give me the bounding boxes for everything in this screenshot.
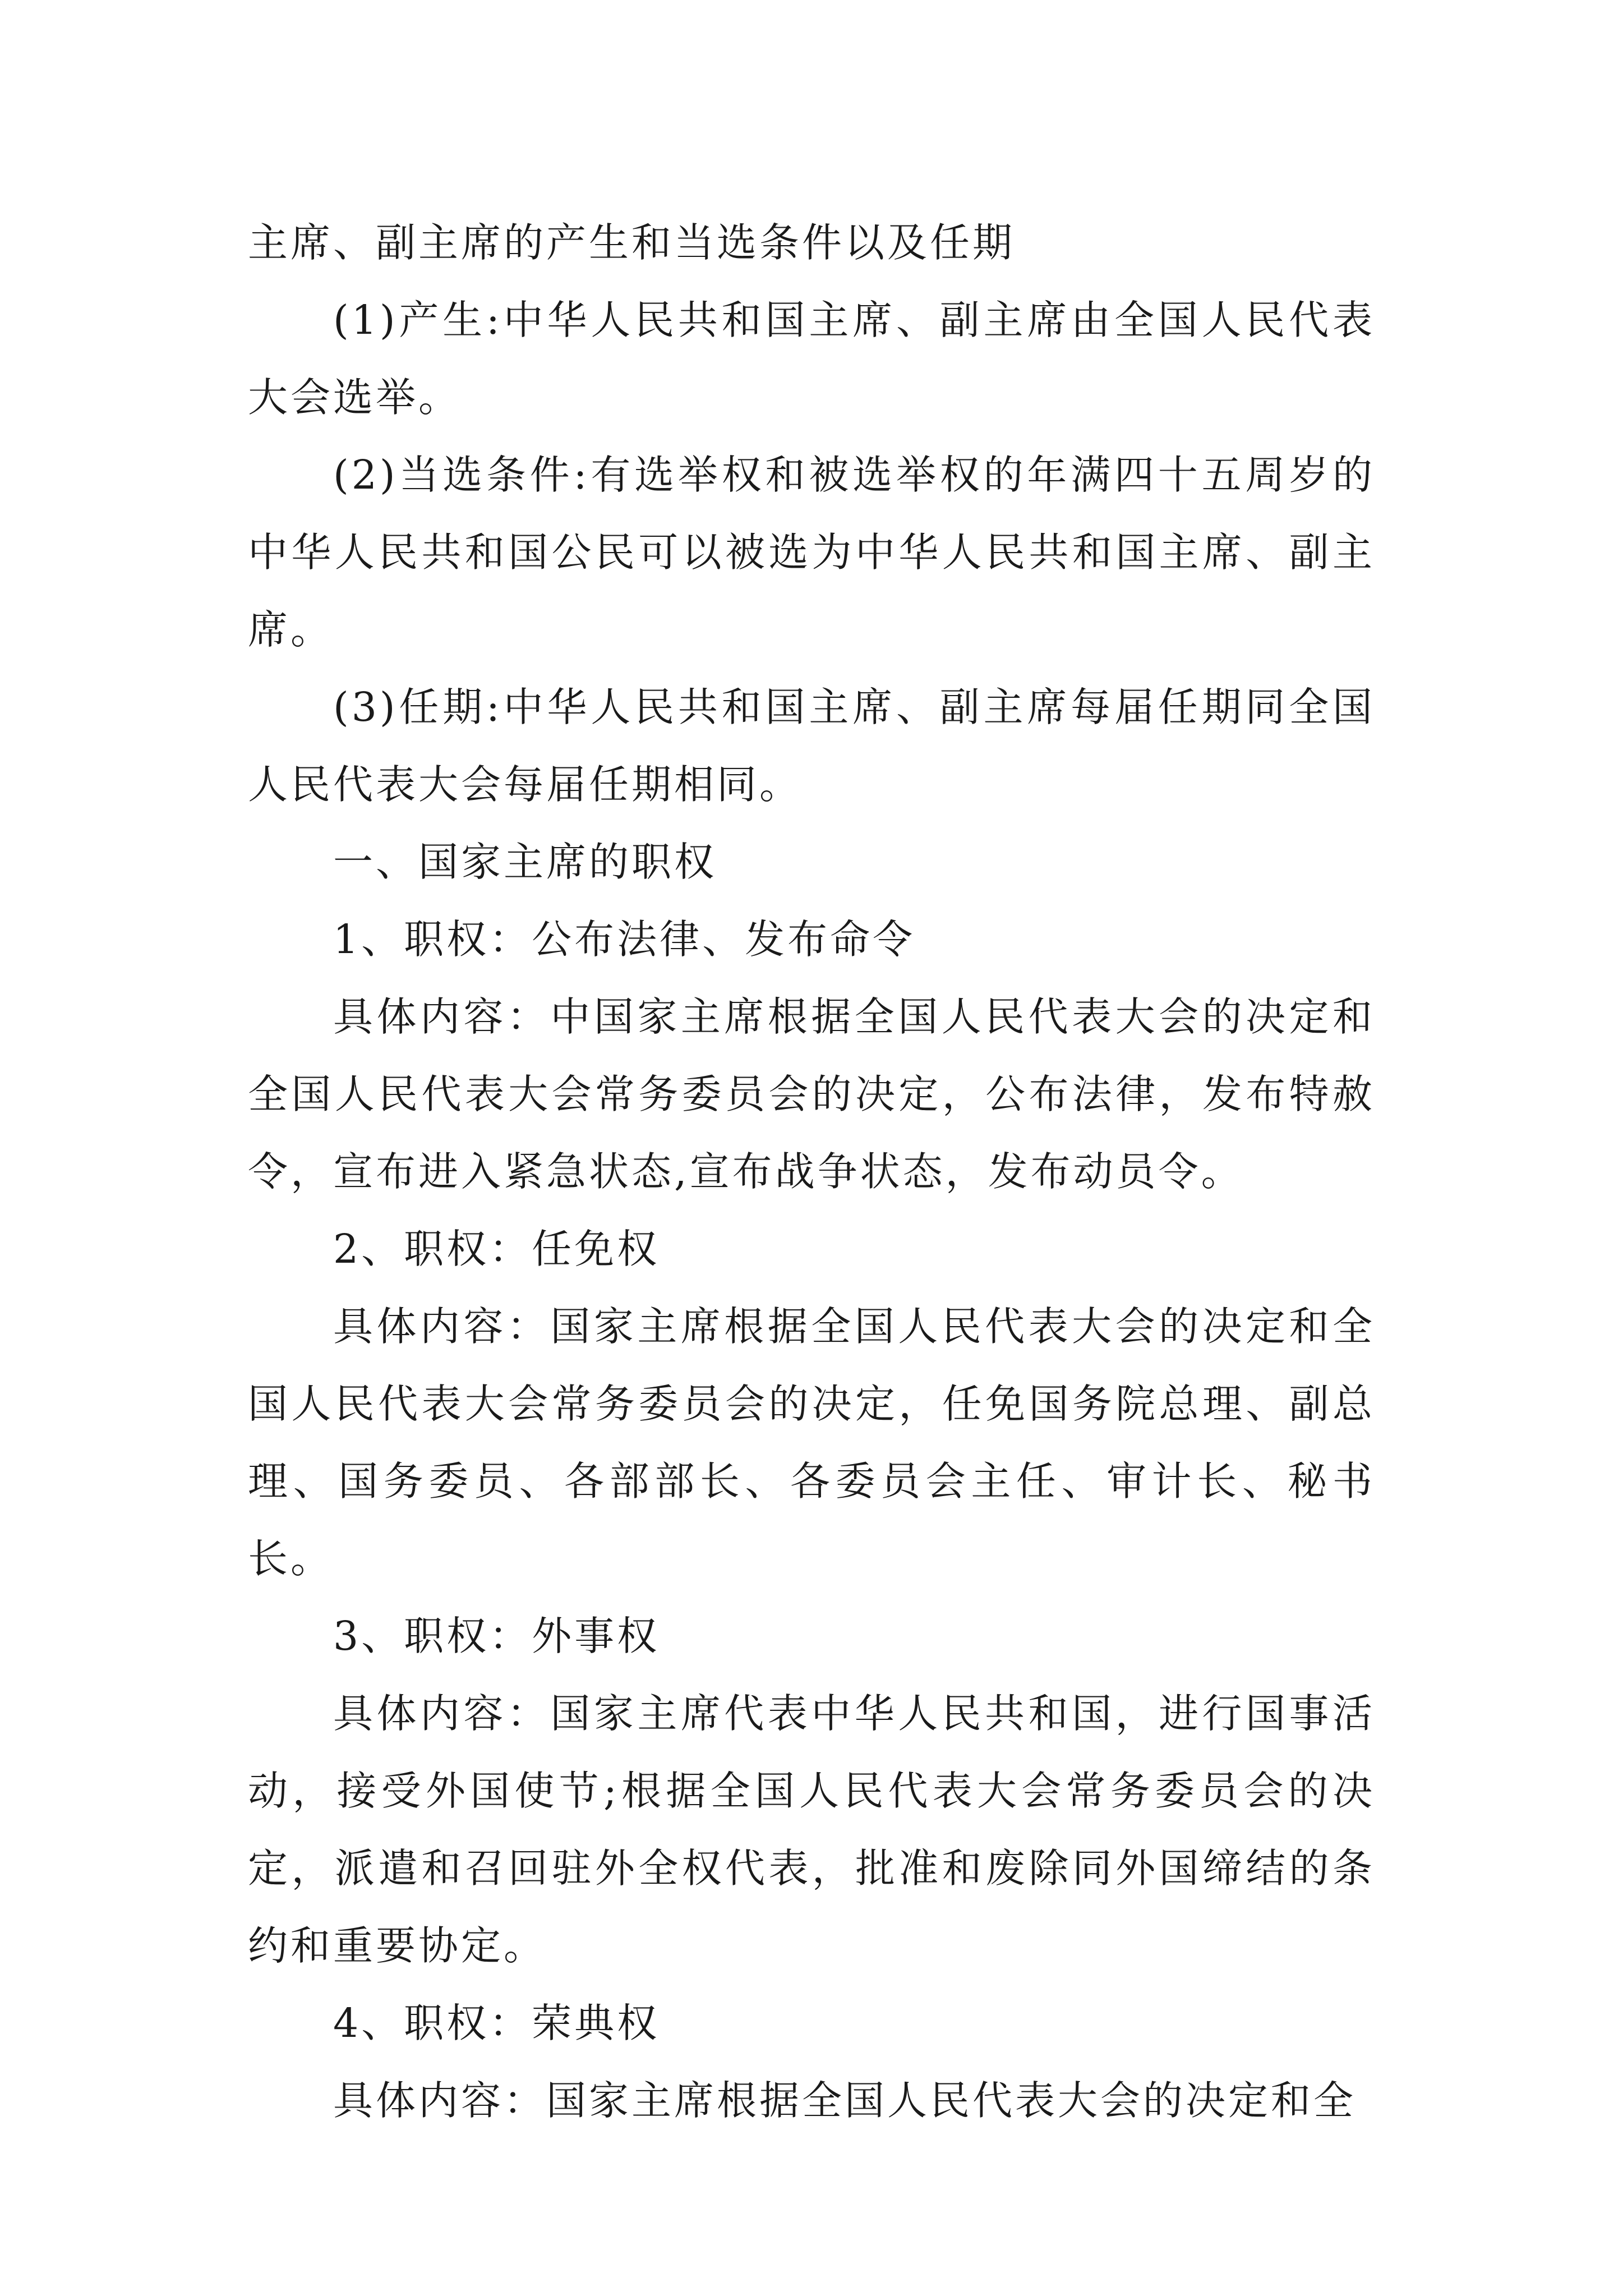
paragraph-term: (3)任期:中华人民共和国主席、副主席每届任期同全国人民代表大会每届任期相同。	[248, 684, 1375, 808]
power-2-content: 具体内容：国家主席根据全国人民代表大会的决定和全国人民代表大会常务委员会的决定，任免国务院总理、副总理、国务委员、各部部长、各委员会主任、审计长、秘书长。	[248, 1303, 1375, 1582]
paragraph-eligibility: (2)当选条件:有选举权和被选举权的年满四十五周岁的中华人民共和国公民可以被选为中华人民共和国主席、副主席。	[248, 452, 1375, 653]
document-body	[248, 204, 1375, 2139]
power-2-heading: 2、职权：任免权	[333, 1226, 660, 1272]
power-3-content: 具体内容：国家主席代表中华人民共和国，进行国事活动，接受外国使节;根据全国人民代表大会常务委员会的决定，派遣和召回驻外全权代表，批准和废除同外国缔结的条约和重要协定。	[248, 1690, 1375, 1969]
paragraph-election: (1)产生:中华人民共和国主席、副主席由全国人民代表大会选举。	[248, 297, 1375, 421]
power-4-content: 具体内容：国家主席根据全国人民代表大会的决定和全	[333, 2077, 1357, 2124]
power-1-content: 具体内容：中国家主席根据全国人民代表大会的决定和全国人民代表大会常务委员会的决定，公布法律，发布特赦令，宣布进入紧急状态,宣布战争状态，发布动员令。	[248, 993, 1375, 1195]
power-3-heading: 3、职权：外事权	[333, 1613, 660, 1659]
section-heading-powers: 一、国家主席的职权	[333, 839, 717, 885]
power-4-heading: 4、职权：荣典权	[333, 2000, 660, 2046]
power-1-heading: 1、职权：公布法律、发布命令	[333, 916, 916, 963]
paragraph-heading-continuation: 主席、副主席的产生和当选条件以及任期	[248, 219, 1016, 266]
